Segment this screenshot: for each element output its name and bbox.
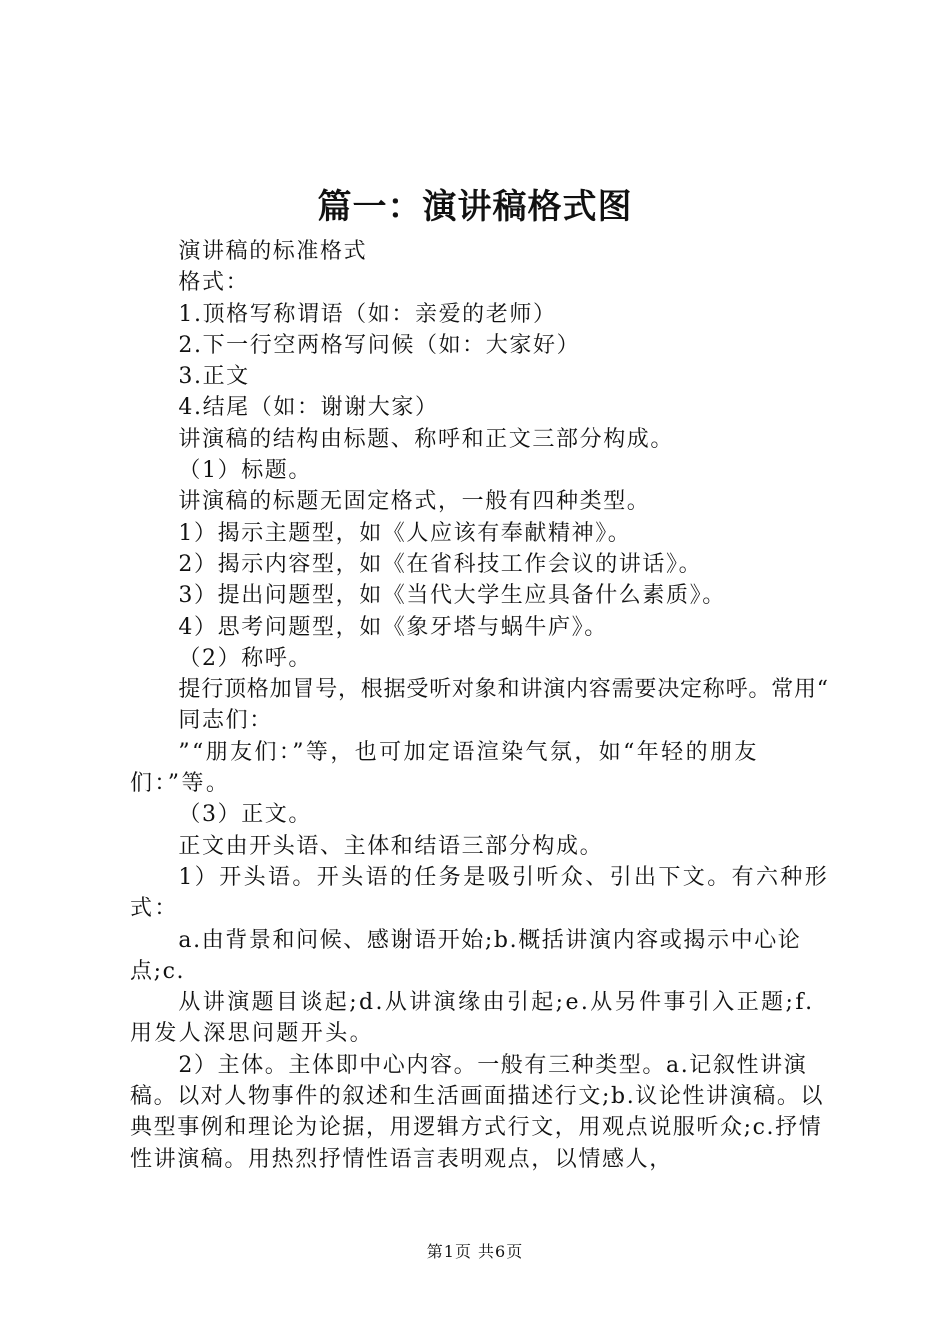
paragraph: （3）正文。 bbox=[178, 802, 312, 828]
document-body bbox=[130, 236, 836, 1175]
paragraph: 3.正文 bbox=[178, 364, 250, 390]
paragraph: 从讲演题目谈起;d.从讲演缘由引起;e.从另件事引入正题;f.用发人深思问题开头。 bbox=[130, 990, 815, 1047]
paragraph: （1）标题。 bbox=[178, 458, 312, 484]
paragraph: 讲演稿的标题无固定格式，一般有四种类型。 bbox=[178, 489, 651, 515]
paragraph: 1）开头语。开头语的任务是吸引听众、引出下文。有六种形式： bbox=[130, 864, 830, 922]
paragraph: （2）称呼。 bbox=[178, 645, 312, 671]
paragraph: 4.结尾（如：谢谢大家） bbox=[178, 395, 439, 421]
paragraph: ”“朋友们：”等，也可加定语渲染气氛，如“年轻的朋友们：”等。 bbox=[130, 739, 759, 797]
paragraph: 讲演稿的结构由标题、称呼和正文三部分构成。 bbox=[178, 426, 674, 452]
paragraph: 1）揭示主题型，如《人应该有奉献精神》。 bbox=[178, 520, 632, 546]
paragraph: 同志们： bbox=[178, 708, 273, 734]
paragraph: 2）主体。主体即中心内容。一般有三种类型。a.记叙性讲演稿。以对人物事件的叙述和生活画面描述行文;b.议论性讲演稿。以典型事例和理论为论据，用逻辑方式行文，用观点说服听众;c.抒情性讲演稿。用热烈抒情性语言表明观点，以情感人， bbox=[130, 1052, 825, 1172]
paragraph: 2）揭示内容型，如《在省科技工作会议的讲话》。 bbox=[178, 551, 703, 577]
paragraph: a.由背景和问候、感谢语开始;b.概括讲演内容或揭示中心论点;c. bbox=[130, 927, 802, 984]
page-number: 第1页 共6页 bbox=[426, 1242, 524, 1261]
paragraph: 4）思考问题型，如《象牙塔与蜗牛庐》。 bbox=[178, 614, 608, 640]
paragraph: 3）提出问题型，如《当代大学生应具备什么素质》。 bbox=[178, 583, 726, 609]
paragraph: 正文由开头语、主体和结语三部分构成。 bbox=[178, 833, 604, 859]
paragraph: 演讲稿的标准格式 bbox=[178, 239, 368, 264]
paragraph: 提行顶格加冒号，根据受听对象和讲演内容需要决定称呼。常用“ bbox=[178, 677, 829, 703]
paragraph: 1.顶格写称谓语（如：亲爱的老师） bbox=[178, 301, 557, 327]
document-title: 篇一：演讲稿格式图 bbox=[317, 187, 633, 227]
paragraph: 2.下一行空两格写问候（如：大家好） bbox=[178, 332, 581, 358]
paragraph: 格式： bbox=[178, 270, 250, 296]
